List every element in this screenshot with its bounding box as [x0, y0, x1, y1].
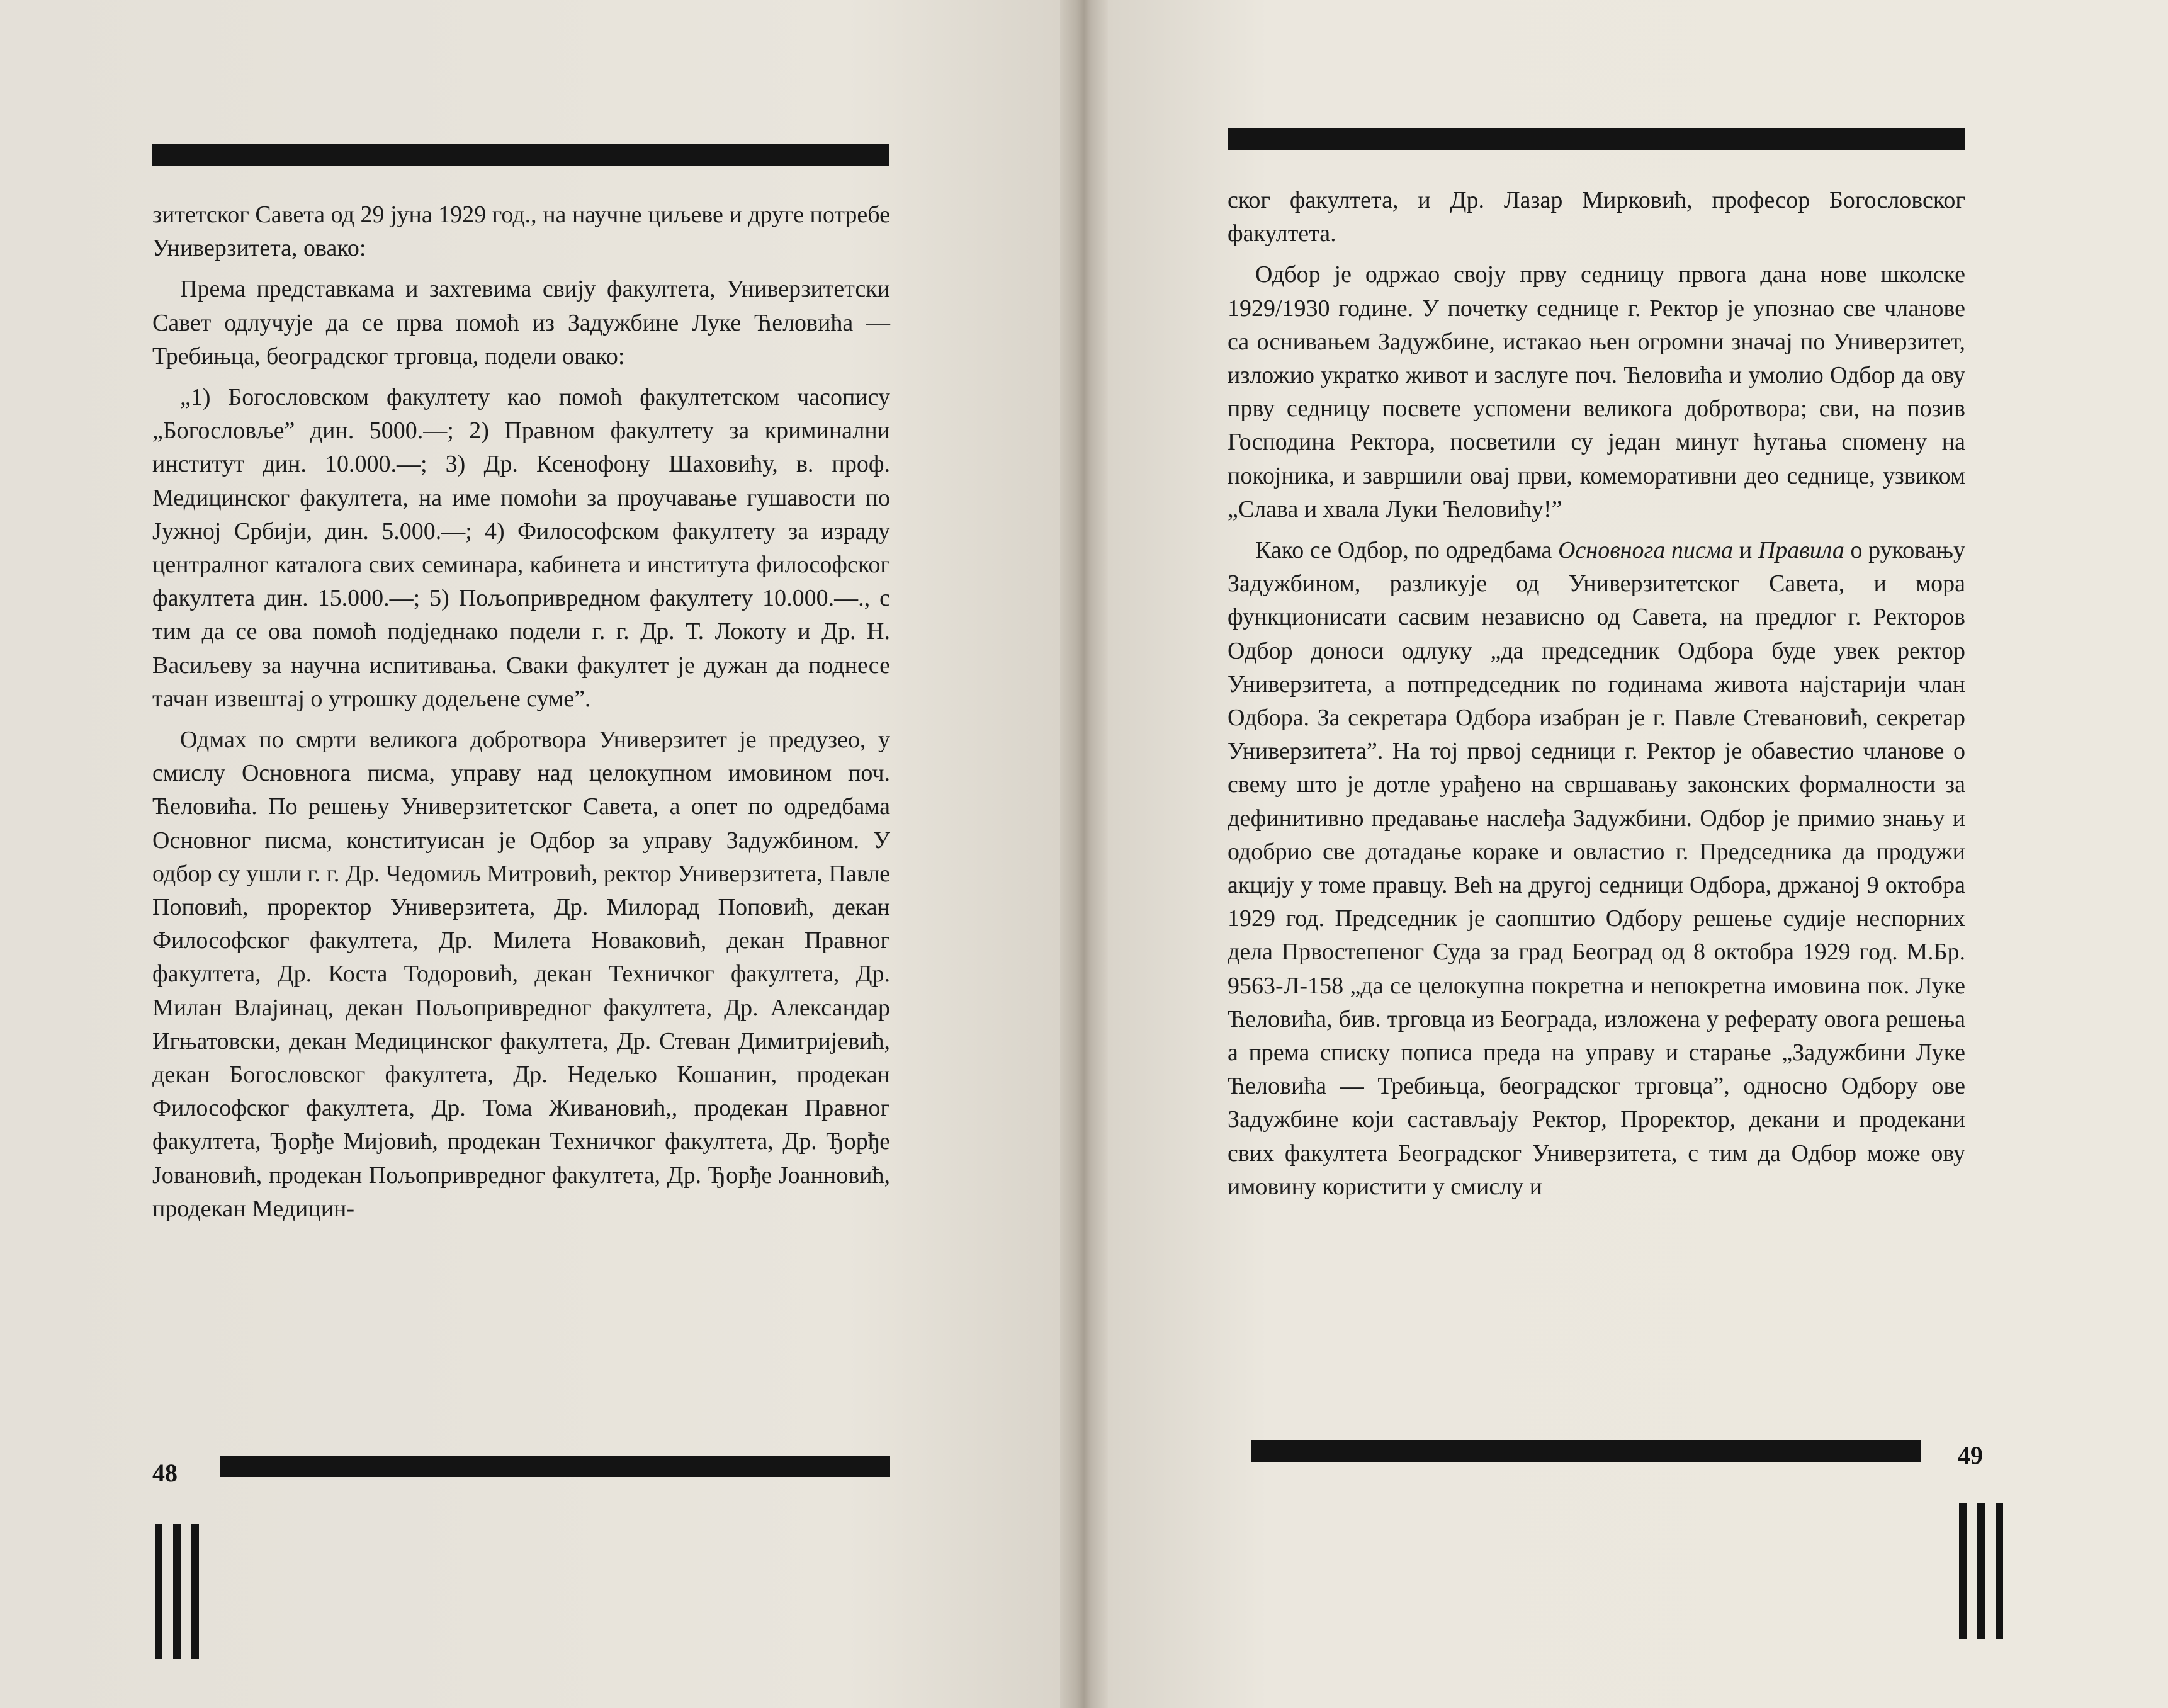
- paragraph: ског факултета, и Др. Лазар Мирковић, професор Богословског факултета.: [1228, 187, 1965, 247]
- bar: [173, 1524, 181, 1659]
- paragraph: Одбор је одржао своју прву седницу првога дана нове школске 1929/1930 године. У почетку седнице г. Ректор је упознао све чланове са оснивањем Задужбине, истакао њен огромни значај по Универзитет, изложио укратко живот и заслуге поч. Ћеловића и умолио Одбор да ову прву седницу посвете успомени великога добротвора; сви, на позив Господина Ректора, посветили су један минут ћутања спомену на покојника, и завршили овај први, комеморативни део седнице, узвиком „Слава и хвала Луки Ћеловићу!”: [1228, 261, 1965, 523]
- right-page-text: [1228, 184, 1965, 1211]
- bar: [155, 1524, 162, 1659]
- bar: [1977, 1503, 1985, 1639]
- decorative-bars: [1959, 1503, 2003, 1639]
- bar: [1959, 1503, 1967, 1639]
- left-page: [0, 0, 1060, 1708]
- paragraph-text: и: [1733, 537, 1758, 564]
- bottom-rule: [220, 1456, 890, 1477]
- top-rule: [152, 144, 889, 166]
- paragraph: Према представкама и захтевима свију факултета, Универзитетски Савет одлучује да се прва помоћ из Задужбине Луке Ћеловића — Требињца, београдског трговца, подели овако:: [152, 276, 890, 370]
- page-number: 49: [1958, 1441, 1983, 1469]
- italic-term: Правила: [1758, 537, 1844, 564]
- paragraph: Одмах по смрти великога добротвора Универзитет је предузео, у смислу Основнога писма, управу над целокупном имовином поч. Ћеловића. По решењу Универзитетског Савета, а опет по одредбама Основног писма, конституисан је Одбор за управу Задужбином. У одбор су ушли г. г. Др. Чедомиљ Митровић, ректор Универзитета, Павле Поповић, проректор Универзитета, Др. Милорад Поповић, декан Философског факултета, Др. Милета Новаковић, декан Правног факултета, Др. Коста Тодоровић, декан Техничког факултета, Др. Милан Влајинац, декан Пољопривредног факултета, Др. Александар Игњатовски, декан Медицинског факултета, Др. Стеван Димитријевић, декан Богословског факултета, Др. Недељко Кошанин, продекан Философског факултета, Др. Тома Живановић,, продекан Правног факултета, Ђорђе Мијовић, продекан Техничког факултета, Др. Ђорђе Јовановић, продекан Пољопривредног факултета, Др. Ђорђе Јоанновић, продекан Медицин-: [152, 727, 890, 1222]
- decorative-bars: [155, 1524, 199, 1659]
- paragraph-text: Како се Одбор, по одредбама: [1255, 537, 1559, 564]
- paragraph: [1228, 534, 1965, 1204]
- book-gutter: [1060, 0, 1108, 1708]
- bottom-rule: [1251, 1440, 1921, 1462]
- bar: [1996, 1503, 2003, 1639]
- paragraph-text: о руковању Задужбином, разликује од Универзитетског Савета, и мора функционисати сасвим независно од Савета, на предлог г. Ректоров Одбор доноси одлуку „да председник Одбора буде увек ректор Универзитета, а потпредседник по годинама живота најстарији члан Одбора. За секретара Одбора изабран је г. Павле Стевановић, секретар Универзитета”. На тој првој седници г. Ректор је обавестио чланове о свему што је дотле урађено на свршавању законских формалности за дефинитивно предавање наслеђа Задужбини. Одбор је примио знању и одобрио све дотадање кораке и овластио г. Председника да продужи акцију у томе правцу. Већ на другој седници Одбора, држаној 9 октобра 1929 год. Председник је саопштио Одбору решење судије неспорних дела Првостепеног Суда за град Београд од 8 октобра 1929 год. М.Бр. 9563-Л-158 „да се целокупна покретна и непокретна имовина пок. Луке Ћеловића, бив. трговца из Београда, изложена у реферату овога решења а према списку пописа преда на управу и старање „Задужбини Луке Ћеловића — Требињца, београдског трговца”, односно Одбору ове Задужбине који састављају Ректор, Проректор, декани и продекани свих факултета Београдског Универзитета, с тим да Одбор може ову имовину користити у смислу и: [1228, 537, 1965, 1200]
- right-page: [1108, 0, 2168, 1708]
- paragraph: зитетског Савета од 29 јуна 1929 год., на научне циљеве и друге потребе Универзитета, овако:: [152, 201, 890, 262]
- page-number: 48: [152, 1459, 178, 1487]
- paragraph: „1) Богословском факултету као помоћ факултетском часопису „Богословље” дин. 5000.—; 2) Правном факултету за криминални институт дин. 10.000.—; 3) Др. Ксенофону Шаховићу, в. проф. Медицинског факултета, на име помоћи за проучавање гушавости по Јужној Србији, дин. 5.000.—; 4) Философском факултету за израду централног каталога свих семинара, кабинета и института философског факултета дин. 15.000.—; 5) Пољопривредном факултету 10.000.—., с тим да се ова помоћ подједнако подели г. г. Др. Т. Локоту и Др. Н. Васиљеву за научна испитивања. Сваки факултет је дужан да поднесе тачан извештај о утрошку додељене суме”.: [152, 384, 890, 712]
- left-page-text: [152, 198, 890, 1233]
- top-rule: [1228, 128, 1965, 150]
- italic-term: Основнога писма: [1558, 537, 1734, 564]
- bar: [191, 1524, 199, 1659]
